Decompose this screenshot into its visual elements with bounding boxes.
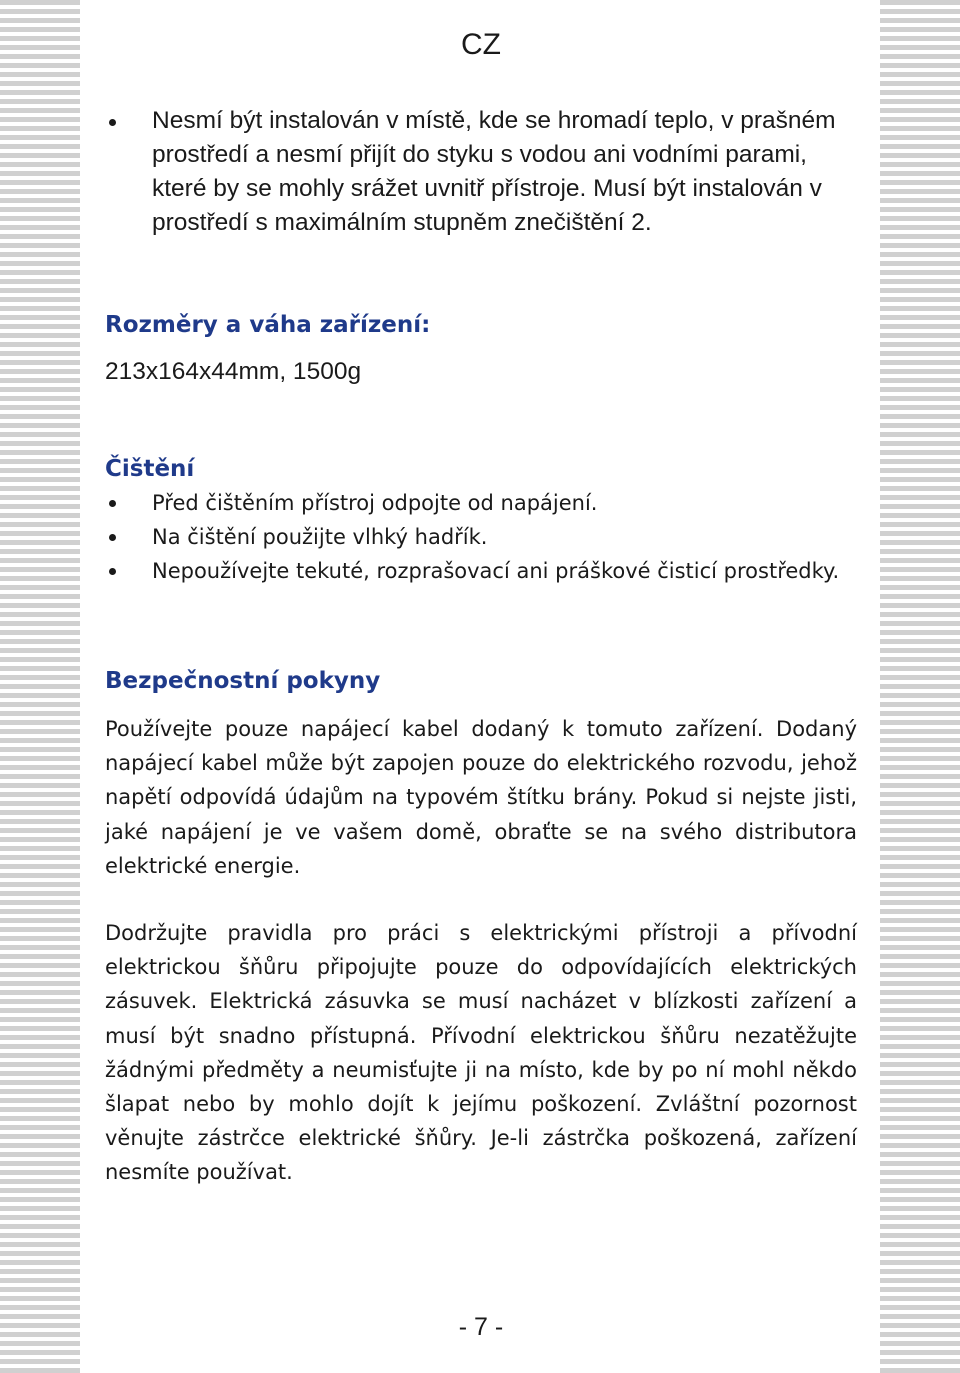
cleaning-item: Nepoužívejte tekuté, rozprašovací ani práškové čisticí prostředky. (105, 554, 857, 588)
safety-paragraph: Používejte pouze napájecí kabel dodaný k tomuto zařízení. Dodaný napájecí kabel může být zapojen pouze do elektrického rozvodu, jehož napětí odpovídá údajům na typovém štítku brány. Pokud si nejste jisti, jaké napájení je ve vašem domě, obraťte se na svého distributora elektrické energie. (105, 717, 857, 878)
dimensions-value: 213x164x44mm, 1500g (105, 358, 362, 385)
language-code: CZ (461, 28, 501, 61)
page-content (105, 0, 857, 1373)
page-number: - 7 - (458, 1313, 504, 1341)
intro-list (105, 104, 857, 240)
safety-paragraph: Dodržujte pravidla pro práci s elektrickými přístroji a přívodní elektrickou šňůru připojujte pouze do odpovídajících elektrických zásuvek. Elektrická zásuvka se musí nacházet v blízkosti zařízení a musí být snadno přístupná. Přívodní elektrickou šňůru nezatěžujte žádnými předměty a neumisťujte ji na místo, kde by po ní mohl někdo šlapat nebo by mohlo dojít k jejímu poškození. Zvláštní pozornost věnujte zástrčce elektrické šňůry. Je-li zástrčka poškozená, zařízení nesmíte používat. (105, 921, 857, 1185)
cleaning-heading: Čištění (105, 456, 195, 482)
safety-heading: Bezpečnostní pokyny (105, 668, 381, 694)
intro-bullet: Nesmí být instalován v místě, kde se hromadí teplo, v prašném prostředí a nesmí přijít do styku s vodou ani vodními parami, které by se mohly srážet uvnitř přístroje. Musí být instalován v prostředí s maximálním stupněm znečištění 2. (105, 104, 857, 240)
dimensions-heading: Rozměry a váha zařízení: (105, 312, 431, 338)
right-stripe-border (880, 0, 960, 1373)
cleaning-list (105, 486, 857, 588)
cleaning-item: Před čištěním přístroj odpojte od napájení. (105, 486, 857, 520)
cleaning-item: Na čištění použijte vlhký hadřík. (105, 520, 857, 554)
left-stripe-border (0, 0, 80, 1373)
